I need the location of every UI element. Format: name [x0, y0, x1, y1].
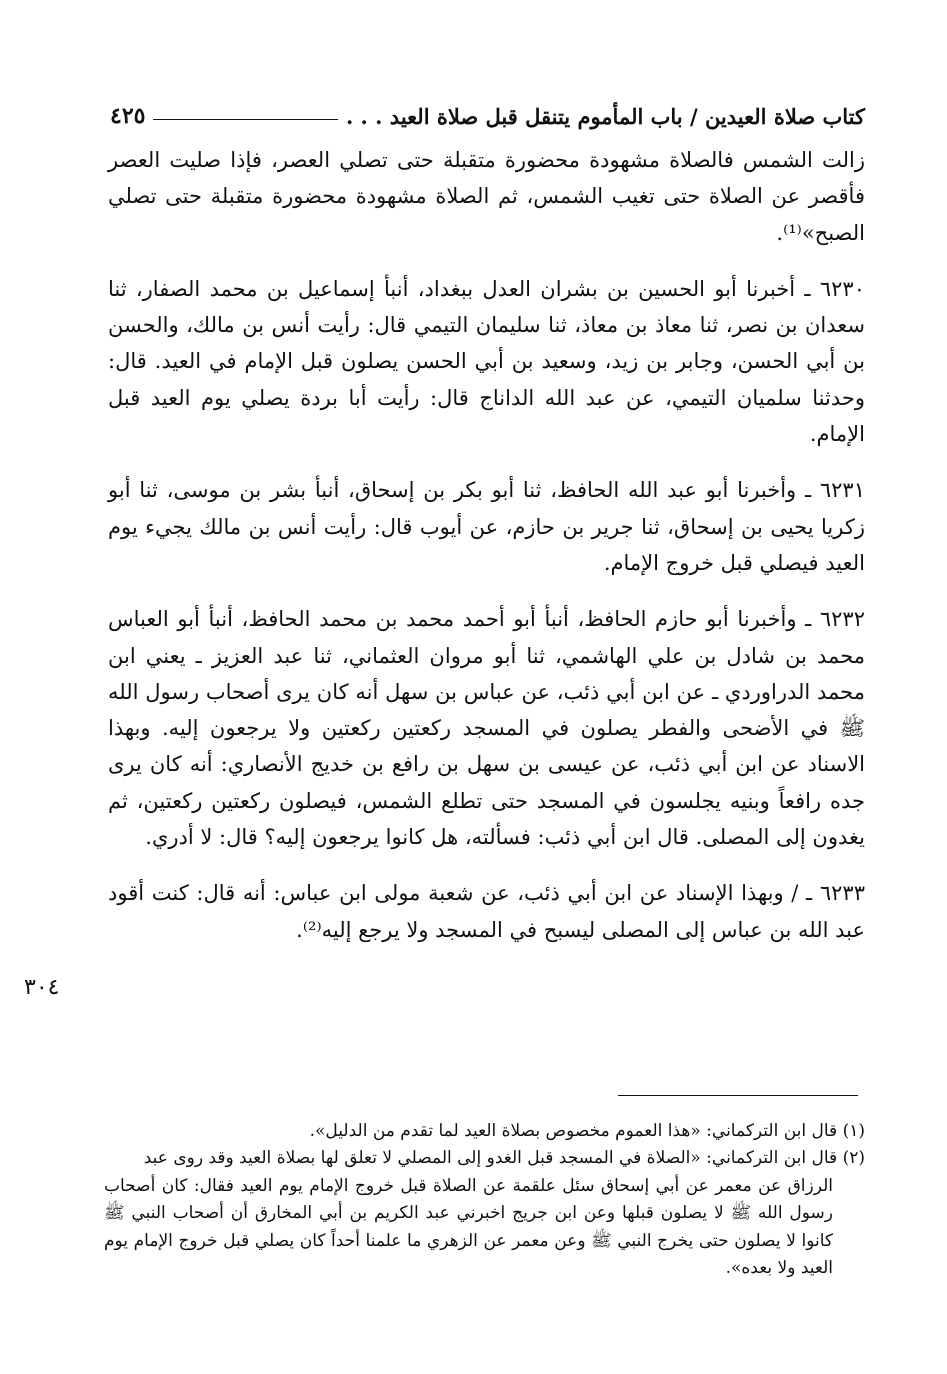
- header-title: كتاب صلاة العيدين / باب المأموم يتنقل قبل صلاة العيد . . .: [345, 103, 865, 129]
- footnote-1: (١) قال ابن التركماني: «هذا العموم مخصوص بصلاة العيد لما تقدم من الدليل».: [309, 1121, 865, 1141]
- hadith-6233: ٦٢٣٣ ـ / وبهذا الإسناد عن ابن أبي ذئب، عن شعبة مولى ابن عباس: أنه قال: كنت أقود عبد الله بن عباس إلى المصلى ليسبح في المسجد ولا يرجع إليه⁽²⁾.: [108, 881, 865, 942]
- header-rule: [153, 119, 337, 120]
- paragraph-continuation: زالت الشمس فالصلاة مشهودة محضورة متقبلة حتى تصلي العصر، فإذا صليت العصر فأقصر عن الصلاة حتى تغيب الشمس، ثم الصلاة مشهودة محضورة متقبلة حتى تصلي الصبح»⁽¹⁾.: [108, 148, 865, 245]
- footnotes: [104, 1118, 865, 1282]
- hadith-6232: ٦٢٣٢ ـ وأخبرنا أبو حازم الحافظ، أنبأ أبو أحمد محمد بن محمد الحافظ، أنبأ أبو العباس محمد بن شادل بن علي الهاشمي، ثنا أبو مروان العثماني، ثنا عبد العزيز ـ يعني ابن محمد الدراوردي ـ عن ابن أبي ذئب، عن عباس بن سهل أنه كان يرى أصحاب رسول الله ﷺ في الأضحى والفطر يصلون في المسجد ركعتين ركعتين ولا يرجعون إليه. وبهذا الاسناد عن ابن أبي ذئب، عن عيسى بن سهل بن رافع بن خديج الأنصاري: أنه كان يرى جده رافعاً وبنيه يجلسون في المسجد حتى تطلع الشمس، فيصلون ركعتين ركعتين، ثم يغدون إلى المصلى. قال ابن أبي ذئب: فسألته، هل كانوا يرجعون إليه؟ قال: لا أدري.: [108, 607, 865, 850]
- footnote-separator: [618, 1095, 858, 1096]
- footnote-2-continuation: [104, 1173, 865, 1283]
- footnote-2-body: الرزاق عن معمر عن أبي إسحاق سئل علقمة عن الصلاة قبل خروج الإمام يوم العيد فقال: كان أصحاب رسول الله ﷺ لا يصلون قبلها وعن ابن جريج اخبرني عبد الكريم بن أبي المخارق أن أصحاب النبي ﷺ كانوا لا يصلون حتى يخرج النبي ﷺ وعن معمر عن الزهري ما علمنا أحداً كان يصلي قبل خروج الإمام يوم العيد ولا بعده».: [104, 1175, 833, 1279]
- margin-volume-number: ٣٠٤: [24, 975, 60, 1000]
- footnote-2: (٢) قال ابن التركماني: «الصلاة في المسجد قبل الغدو إلى المصلي لا تعلق لها بصلاة العيد وقد روى عبد: [143, 1148, 865, 1169]
- running-header: [110, 98, 865, 134]
- page-number: ٤٢٥: [110, 103, 146, 129]
- hadith-6231: ٦٢٣١ ـ وأخبرنا أبو عبد الله الحافظ، ثنا أبو بكر بن إسحاق، أنبأ بشر بن موسى، ثنا أبو زكريا يحيى بن إسحاق، ثنا جرير بن حازم، عن أيوب قال: رأيت أنس بن مالك يجيء يوم العيد فيصلي قبل خروج الإمام.: [108, 478, 865, 575]
- hadith-6230: ٦٢٣٠ ـ أخبرنا أبو الحسين بن بشران العدل ببغداد، أنبأ إسماعيل بن محمد الصفار، ثنا سعدان بن نصر، ثنا معاذ بن معاذ، ثنا سليمان التيمي قال: رأيت أنس بن مالك، والحسن بن أبي الحسن، وجابر بن زيد، وسعيد بن أبي الحسن يصلون قبل الإمام في العيد. قال: وحدثنا سلميان التيمي، عن عبد الله الداناج قال: رأيت أبا بردة يصلي يوم العيد قبل الإمام.: [108, 276, 865, 447]
- main-text: [108, 142, 865, 948]
